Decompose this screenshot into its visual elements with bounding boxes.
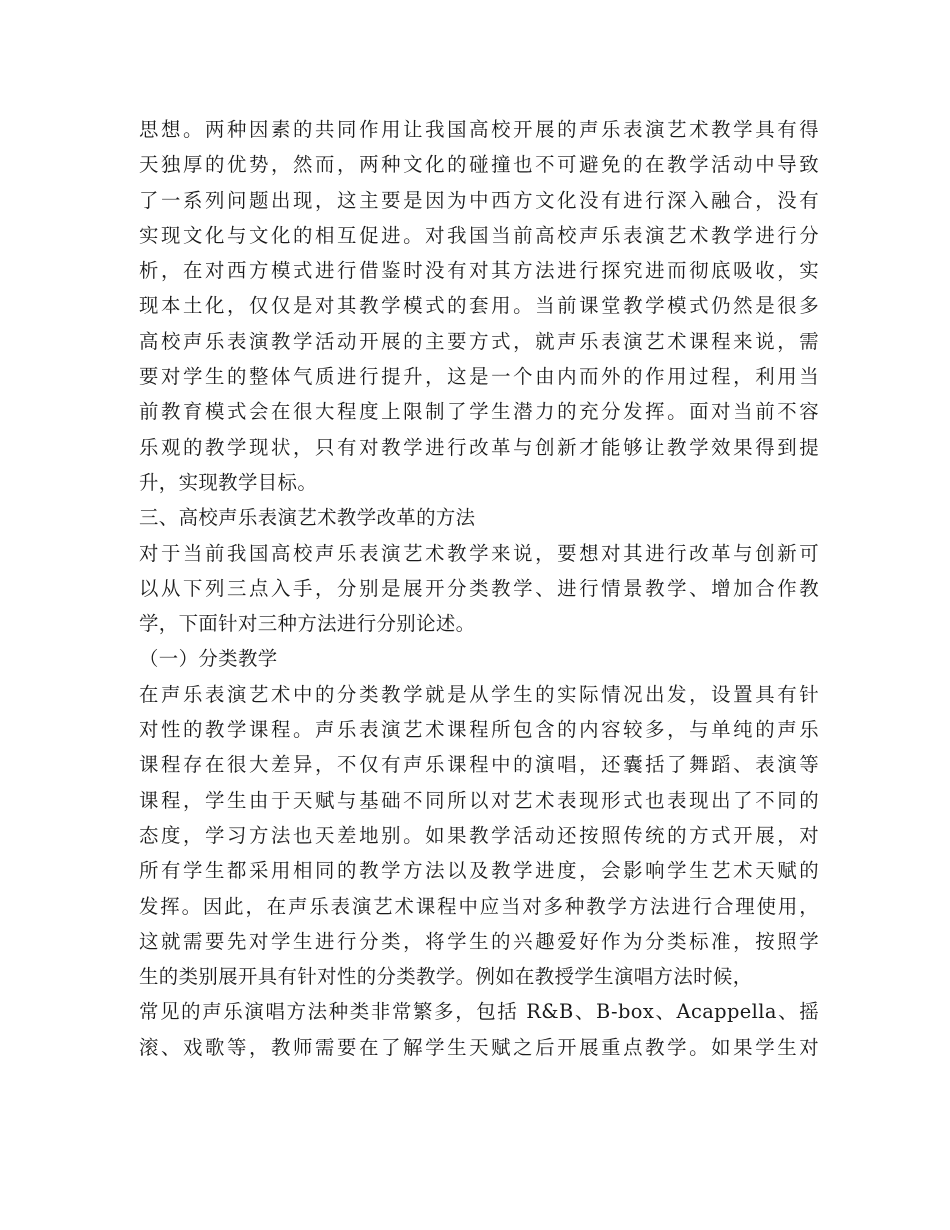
text-line: 这就需要先对学生进行分类，将学生的兴趣爱好作为分类标准，按照学 <box>139 929 819 953</box>
text-line: 滚、戏歌等，教师需要在了解学生天赋之后开展重点教学。如果学生对 <box>139 1035 819 1059</box>
text-line: 现本土化，仅仅是对其教学模式的套用。当前课堂教学模式仍然是很多 <box>139 294 819 318</box>
text-line: 前教育模式会在很大程度上限制了学生潜力的充分发挥。面对当前不容 <box>139 400 819 424</box>
text-line: 所有学生都采用相同的教学方法以及教学进度，会影响学生艺术天赋的 <box>139 859 819 883</box>
text-line: 生的类别展开具有针对性的分类教学。例如在教授学生演唱方法时候， <box>139 965 753 989</box>
section-heading: 三、高校声乐表演艺术教学改革的方法 <box>139 506 476 530</box>
text-line: 在声乐表演艺术中的分类教学就是从学生的实际情况出发，设置具有针 <box>139 682 819 706</box>
text-line: 态度，学习方法也天差地别。如果教学活动还按照传统的方式开展，对 <box>139 823 819 847</box>
text-line: 课程，学生由于天赋与基础不同所以对艺术表现形式也表现出了不同的 <box>139 788 819 812</box>
text-line: 了一系列问题出现，这主要是因为中西方文化没有进行深入融合，没有 <box>139 188 819 212</box>
text-line: 天独厚的优势，然而，两种文化的碰撞也不可避免的在教学活动中导致 <box>139 153 819 177</box>
text-line: 乐观的教学现状，只有对教学进行改革与创新才能够让教学效果得到提 <box>139 435 819 459</box>
text-line: 对性的教学课程。声乐表演艺术课程所包含的内容较多，与单纯的声乐 <box>139 718 819 742</box>
text-line: 析，在对西方模式进行借鉴时没有对其方法进行探究进而彻底吸收，实 <box>139 259 819 283</box>
text-line: 实现文化与文化的相互促进。对我国当前高校声乐表演艺术教学进行分 <box>139 223 819 247</box>
subsection-heading: （一）分类教学 <box>139 647 278 671</box>
text-line: 课程存在很大差异，不仅有声乐课程中的演唱，还囊括了舞蹈、表演等 <box>139 753 819 777</box>
text-line: 常见的声乐演唱方法种类非常繁多，包括 R&B、B-box、Acappella、摇 <box>139 1000 819 1024</box>
text-line: 升，实现教学目标。 <box>139 470 318 494</box>
text-line: 对于当前我国高校声乐表演艺术教学来说，要想对其进行改革与创新可 <box>139 541 819 565</box>
text-line: 以从下列三点入手，分别是展开分类教学、进行情景教学、增加合作教 <box>139 576 819 600</box>
text-line: 思想。两种因素的共同作用让我国高校开展的声乐表演艺术教学具有得 <box>139 118 819 141</box>
document-body <box>139 112 819 1065</box>
text-line: 高校声乐表演教学活动开展的主要方式，就声乐表演艺术课程来说，需 <box>139 329 819 353</box>
text-line: 学，下面针对三种方法进行分别论述。 <box>139 612 476 636</box>
text-line: 发挥。因此，在声乐表演艺术课程中应当对多种教学方法进行合理使用， <box>139 894 819 918</box>
text-line: 要对学生的整体气质进行提升，这是一个由内而外的作用过程，利用当 <box>139 365 819 389</box>
